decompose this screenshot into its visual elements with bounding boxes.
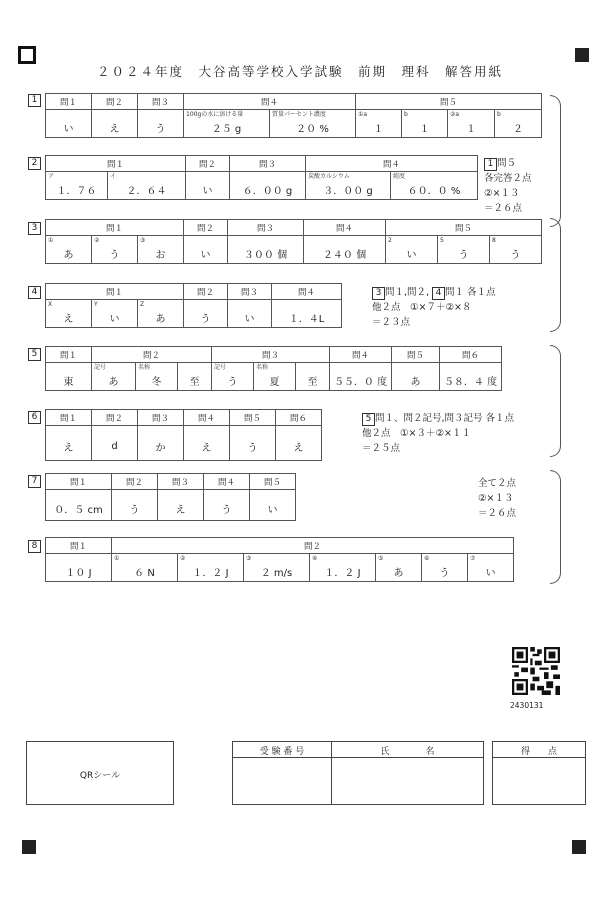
answer-cell[interactable]: 記号 う xyxy=(212,363,254,391)
answer-cell[interactable]: い xyxy=(228,300,272,328)
answer-cell[interactable]: 名称 冬 xyxy=(136,363,178,391)
header-cell: 問３ xyxy=(138,410,184,426)
answer-cell[interactable]: 質量パーセント濃度 ２０ % xyxy=(270,110,356,138)
header-cell: 問１ xyxy=(46,474,112,490)
header-cell: 問２ xyxy=(186,156,230,172)
answer-table-7 xyxy=(45,473,296,521)
header-cell: 問３ xyxy=(138,94,184,110)
answer-cell[interactable]: い xyxy=(46,110,92,138)
answer-cell[interactable]: １．４L xyxy=(272,300,342,328)
answer-cell[interactable]: ④ １．２ J xyxy=(310,554,376,582)
score-box xyxy=(492,741,586,805)
answer-cell[interactable]: ５５．０ 度 xyxy=(330,363,392,391)
section-number: 5 xyxy=(28,348,41,361)
scoring-note-2: 3 問１,問２, 4 問１ 各１点 他２点 ①×７＋②×８ ＝２３点 xyxy=(372,287,496,328)
answer-cell[interactable]: う xyxy=(184,300,228,328)
header-cell: 問６ xyxy=(440,347,502,363)
header-cell: 問５ xyxy=(230,410,276,426)
scoring-note-3: 5 問１、問２記号,問３記号 各１点 他２点 ①×３＋②×１１ ＝２５点 xyxy=(362,413,515,454)
header-cell: 問２ xyxy=(92,347,212,363)
answer-cell[interactable]: え xyxy=(92,110,138,138)
answer-table-1 xyxy=(45,93,542,138)
header-cell: 問３ xyxy=(158,474,204,490)
registration-mark xyxy=(575,48,589,62)
header-cell: 問１ xyxy=(46,347,92,363)
header-cell: 問２ xyxy=(184,284,228,300)
answer-cell[interactable]: 記号 あ xyxy=(92,363,136,391)
scoring-note-4: 全て２点 ②×１３ ＝２６点 xyxy=(478,478,517,519)
answer-cell[interactable]: ２４０ 個 xyxy=(304,236,386,264)
score-field[interactable] xyxy=(494,759,584,803)
answer-cell[interactable]: Z あ xyxy=(138,300,184,328)
answer-cell[interactable]: ６．００ g xyxy=(230,172,306,200)
answer-cell[interactable]: ② １．２ J xyxy=(178,554,244,582)
answer-cell[interactable]: ① あ xyxy=(46,236,92,264)
answer-cell[interactable]: b ２ xyxy=(495,110,542,138)
header-cell: 問２ xyxy=(92,94,138,110)
header-cell: 問１ xyxy=(46,156,186,172)
qr-number: 2430131 xyxy=(510,701,544,710)
brace xyxy=(550,345,561,457)
header-cell: 問３ xyxy=(230,156,306,172)
header-cell: 問４ xyxy=(306,156,478,172)
brace xyxy=(550,470,561,584)
qr-seal-label: QRシール xyxy=(79,771,121,781)
header-cell: 問２ xyxy=(112,474,158,490)
answer-cell[interactable]: え xyxy=(184,426,230,461)
section-number: 4 xyxy=(28,286,41,299)
header-cell: 問３ xyxy=(228,284,272,300)
answer-cell[interactable]: え xyxy=(46,426,92,461)
answer-cell[interactable]: 100gの水に溶ける量 ２５ g xyxy=(184,110,270,138)
answer-cell[interactable]: b １ xyxy=(402,110,448,138)
header-cell: 問１ xyxy=(46,220,184,236)
answer-table-5 xyxy=(45,346,502,391)
answer-cell[interactable]: う xyxy=(230,426,276,461)
answer-table-3 xyxy=(45,219,542,264)
section-number: 8 xyxy=(28,540,41,553)
section-number: 7 xyxy=(28,475,41,488)
header-cell: 問２ xyxy=(92,410,138,426)
answer-cell[interactable]: ア １．７６ xyxy=(46,172,108,200)
exam-number-field[interactable] xyxy=(234,759,330,803)
header-cell: 問４ xyxy=(204,474,250,490)
qr-seal-box[interactable] xyxy=(26,741,174,805)
answer-cell[interactable]: 至 xyxy=(178,363,212,391)
header-cell: 問２ xyxy=(184,220,228,236)
header-cell: 問５ xyxy=(392,347,440,363)
header-cell: 問４ xyxy=(184,94,356,110)
answer-cell[interactable]: あ xyxy=(392,363,440,391)
answer-cell[interactable]: い xyxy=(184,236,228,264)
header-cell: 問１ xyxy=(46,284,184,300)
answer-cell[interactable]: 東 xyxy=(46,363,92,391)
answer-cell[interactable]: 純度 ６０．０ % xyxy=(391,172,478,200)
answer-cell[interactable]: い xyxy=(186,172,230,200)
registration-mark xyxy=(572,840,586,854)
answer-cell[interactable]: 至 xyxy=(296,363,330,391)
section-number: 3 xyxy=(28,222,41,235)
brace xyxy=(550,218,561,332)
answer-cell[interactable]: ① ６ N xyxy=(112,554,178,582)
page-title: ２０２４年度 大谷高等学校入学試験 前期 理科 解答用紙 xyxy=(96,64,503,79)
answer-table-4 xyxy=(45,283,342,328)
answer-cell[interactable]: う xyxy=(112,490,158,521)
answer-cell[interactable]: ０．５ cm xyxy=(46,490,112,521)
header-cell: 問２ xyxy=(112,538,514,554)
header-cell: 問４ xyxy=(184,410,230,426)
answer-cell[interactable]: 8 う xyxy=(490,236,542,264)
header-cell: 問１ xyxy=(46,410,92,426)
name-field[interactable] xyxy=(333,759,482,803)
answer-cell[interactable]: え xyxy=(158,490,204,521)
answer-cell[interactable]: ③ ２ m/s xyxy=(244,554,310,582)
score-label: 得 点 xyxy=(520,747,557,757)
section-number: 2 xyxy=(28,157,41,170)
header-cell: 問５ xyxy=(356,94,542,110)
answer-cell[interactable]: ３００ 個 xyxy=(228,236,304,264)
answer-cell[interactable]: う xyxy=(204,490,250,521)
header-cell: 問５ xyxy=(250,474,296,490)
answer-table-2 xyxy=(45,155,478,200)
qr-code-icon xyxy=(512,647,560,695)
answer-cell[interactable]: か xyxy=(138,426,184,461)
answer-cell[interactable]: ② う xyxy=(92,236,138,264)
header-cell: 問３ xyxy=(212,347,330,363)
header-cell: 問４ xyxy=(272,284,342,300)
brace xyxy=(550,95,561,227)
answer-cell[interactable]: ⑥ う xyxy=(422,554,468,582)
name-label: 氏 名 xyxy=(380,747,435,757)
answer-cell[interactable]: ②a １ xyxy=(448,110,495,138)
registration-mark xyxy=(22,840,36,854)
section-number: 1 xyxy=(28,94,41,107)
header-cell: 問１ xyxy=(46,538,112,554)
header-cell: 問４ xyxy=(330,347,392,363)
answer-cell[interactable]: ③ お xyxy=(138,236,184,264)
answer-cell[interactable]: 5 う xyxy=(438,236,490,264)
answer-cell[interactable]: X え xyxy=(46,300,92,328)
scoring-note-1: 1 問５ 各完答２点 ②×１３ ＝２６点 xyxy=(484,158,532,214)
header-cell: 問３ xyxy=(228,220,304,236)
answer-table-8 xyxy=(45,537,514,582)
answer-cell[interactable]: d xyxy=(92,426,138,461)
answer-cell[interactable]: ①a １ xyxy=(356,110,402,138)
exam-number-label: 受 験 番 号 xyxy=(259,747,305,757)
header-cell: 問４ xyxy=(304,220,386,236)
answer-cell[interactable]: ⑦ い xyxy=(468,554,514,582)
section-number: 6 xyxy=(28,411,41,424)
header-cell: 問１ xyxy=(46,94,92,110)
answer-cell[interactable]: Y い xyxy=(92,300,138,328)
answer-cell[interactable]: 2 い xyxy=(386,236,438,264)
answer-table-6 xyxy=(45,409,322,461)
answer-cell[interactable]: ５８．４ 度 xyxy=(440,363,502,391)
answer-cell[interactable]: う xyxy=(138,110,184,138)
answer-cell[interactable]: １０ J xyxy=(46,554,112,582)
answer-cell[interactable]: え xyxy=(276,426,322,461)
answer-cell[interactable]: い xyxy=(250,490,296,521)
header-cell: 問５ xyxy=(386,220,542,236)
answer-cell[interactable]: イ ２．６４ xyxy=(108,172,186,200)
answer-cell[interactable]: 名称 夏 xyxy=(254,363,296,391)
answer-cell[interactable]: 炭酸カルシウム ３．００ g xyxy=(306,172,391,200)
examinee-info-box xyxy=(232,741,484,805)
answer-cell[interactable]: ⑤ あ xyxy=(376,554,422,582)
header-cell: 問６ xyxy=(276,410,322,426)
